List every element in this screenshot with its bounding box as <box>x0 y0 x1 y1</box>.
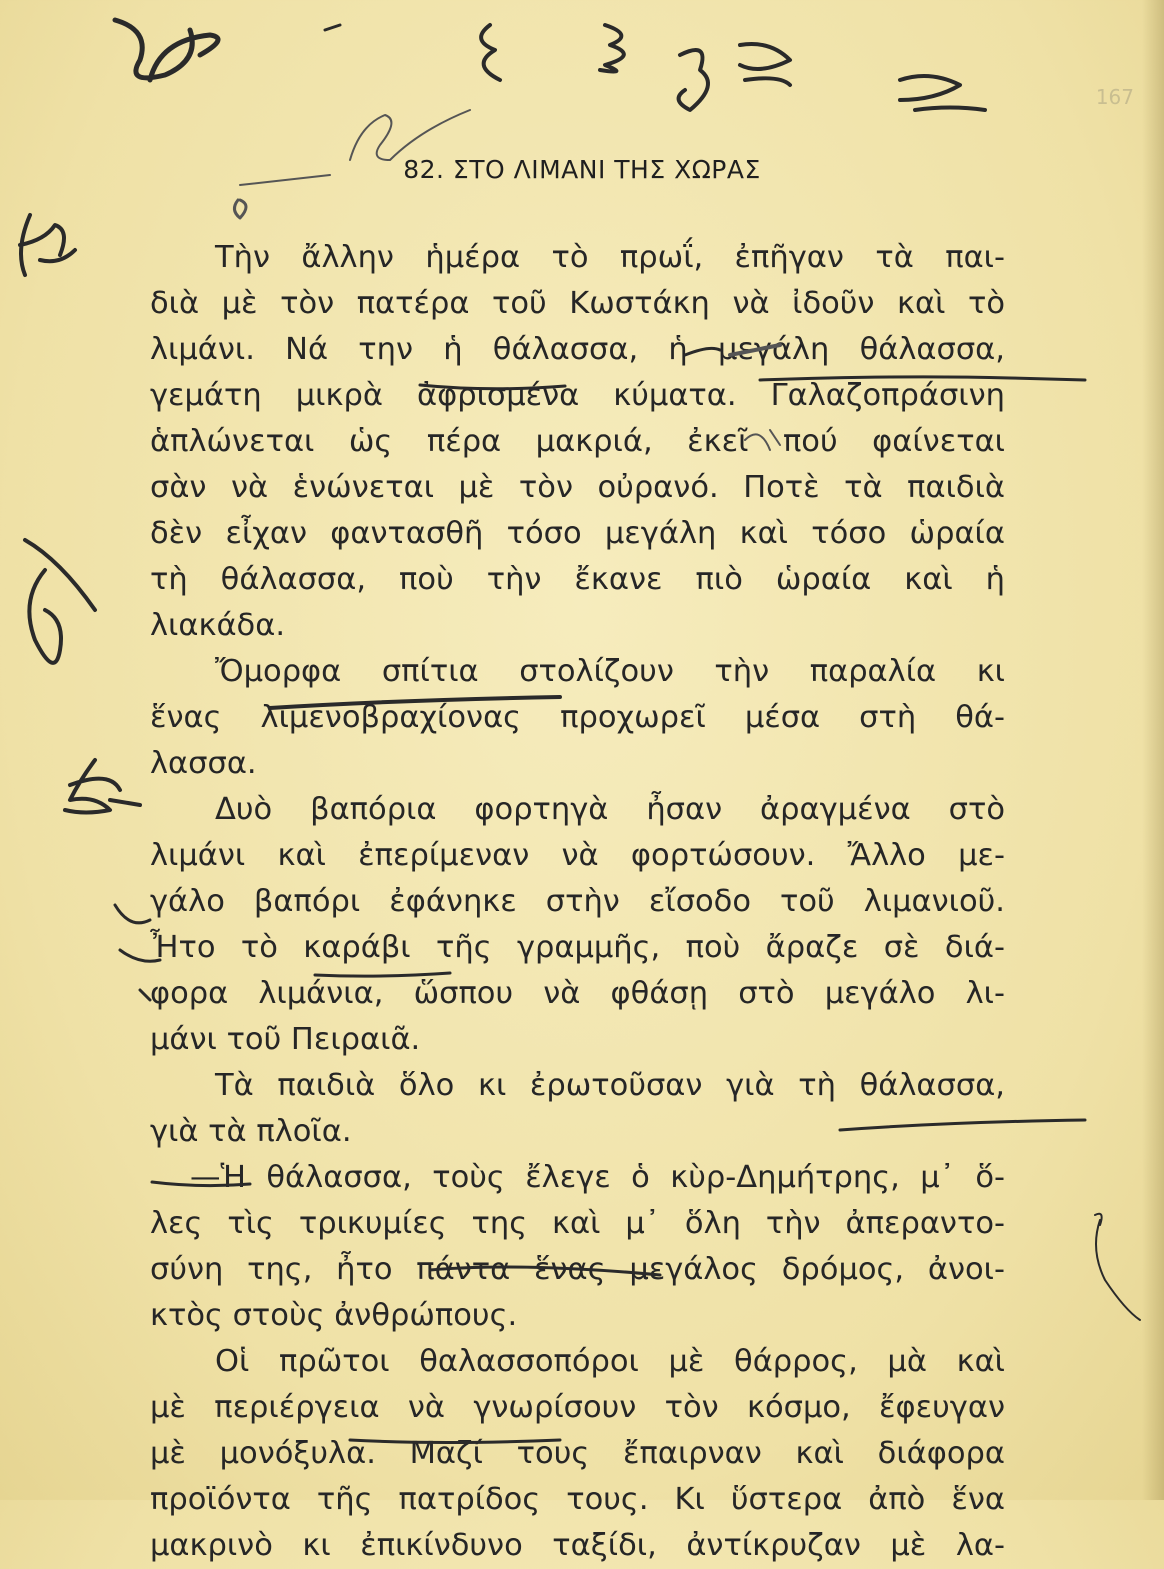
chapter-heading: 82. ΣΤΟ ΛΙΜΑΝΙ ΤΗΣ ΧΩΡΑΣ <box>403 155 761 184</box>
text-line: λες τὶς τρικυμίες της καὶ μ᾽ ὅλη τὴν ἀπεραντο- <box>150 1206 1005 1241</box>
bleed-through-page-number: 167 <box>1095 85 1134 109</box>
text-line: δὲν εἶχαν φαντασθῆ τόσο μεγάλη καὶ τόσο ὡραία <box>150 516 1005 551</box>
page-edge-shadow <box>1142 0 1164 1500</box>
top-scribbles <box>115 20 985 110</box>
text-line: διὰ μὲ τὸν πατέρα τοῦ Κωστάκη νὰ ἰδοῦν καὶ τὸ <box>150 286 1005 321</box>
text-line: Ὄμορφα σπίτια στολίζουν τὴν παραλία κι <box>215 654 1005 689</box>
text-line: μὲ περιέργεια νὰ γνωρίσουν τὸν κόσμο, ἔφευγαν <box>150 1390 1005 1425</box>
text-line: Δυὸ βαπόρια φορτηγὰ ἦσαν ἀραγμένα στὸ <box>215 792 1005 827</box>
text-line: μὲ μονόξυλα. Μαζί τους ἔπαιρναν καὶ διάφορα <box>150 1436 1005 1471</box>
text-line: ἕνας λιμενοβραχίονας προχωρεῖ μέσα στὴ θά- <box>150 700 1005 735</box>
text-line: προϊόντα τῆς πατρίδος τους. Κι ὕστερα ἀπὸ ἕνα <box>150 1482 1005 1517</box>
text-line: γάλο βαπόρι ἐφάνηκε στὴν εἴσοδο τοῦ λιμανιοῦ. <box>150 884 1005 919</box>
text-line: λιμάνι καὶ ἐπερίμεναν νὰ φορτώσουν. Ἄλλο με- <box>150 838 1005 873</box>
text-line: λιμάνι. Νά την ἡ θάλασσα, ἡ μεγάλη θάλασσα, <box>150 332 1005 367</box>
text-line: Οἱ πρῶτοι θαλασσοπόροι μὲ θάρρος, μὰ καὶ <box>215 1344 1005 1379</box>
text-line: μάνι τοῦ Πειραιᾶ. <box>150 1022 421 1057</box>
text-line: σὰν νὰ ἑνώνεται μὲ τὸν οὐρανό. Ποτὲ τὰ παιδιὰ <box>150 470 1005 505</box>
text-line: γεμάτη μικρὰ ἀφρισμένα κύματα. Γαλαζοπράσινη <box>150 378 1005 413</box>
text-line: —Ἡ θάλασσα, τοὺς ἔλεγε ὁ κὺρ-Δημήτρης, μ᾽ ὅ- <box>190 1160 1005 1195</box>
text-line: μακρινὸ κι ἐπικίνδυνο ταξίδι, ἀντίκρυζαν μὲ λα- <box>150 1528 1005 1563</box>
text-line: ἁπλώνεται ὡς πέρα μακριά, ἐκεῖ πού φαίνεται <box>150 424 1005 459</box>
body-text <box>150 235 1005 1569</box>
text-line: γιὰ τὰ πλοῖα. <box>150 1114 352 1149</box>
text-line: τὴ θάλασσα, ποὺ τὴν ἔκανε πιὸ ὡραία καὶ ἡ <box>150 562 1005 597</box>
text-line: κτὸς στοὺς ἀνθρώπους. <box>150 1298 518 1333</box>
text-line: σύνη της, ἦτο πάντα ἕνας μεγάλος δρόμος, ἀνοι- <box>150 1252 1005 1287</box>
text-line: Ἦτο τὸ καράβι τῆς γραμμῆς, ποὺ ἄραζε σὲ διά- <box>150 930 1005 965</box>
text-line: λασσα. <box>150 746 257 781</box>
text-line: Τὴν ἄλλην ἡμέρα τὸ πρωΐ, ἐπῆγαν τὰ παι- <box>215 240 1005 275</box>
text-line: φορα λιμάνια, ὥσπου νὰ φθάσῃ στὸ μεγάλο λι- <box>150 976 1005 1011</box>
text-line: λιακάδα. <box>150 608 286 643</box>
text-line: Τὰ παιδιὰ ὅλο κι ἐρωτοῦσαν γιὰ τὴ θάλασσα, <box>215 1068 1005 1103</box>
